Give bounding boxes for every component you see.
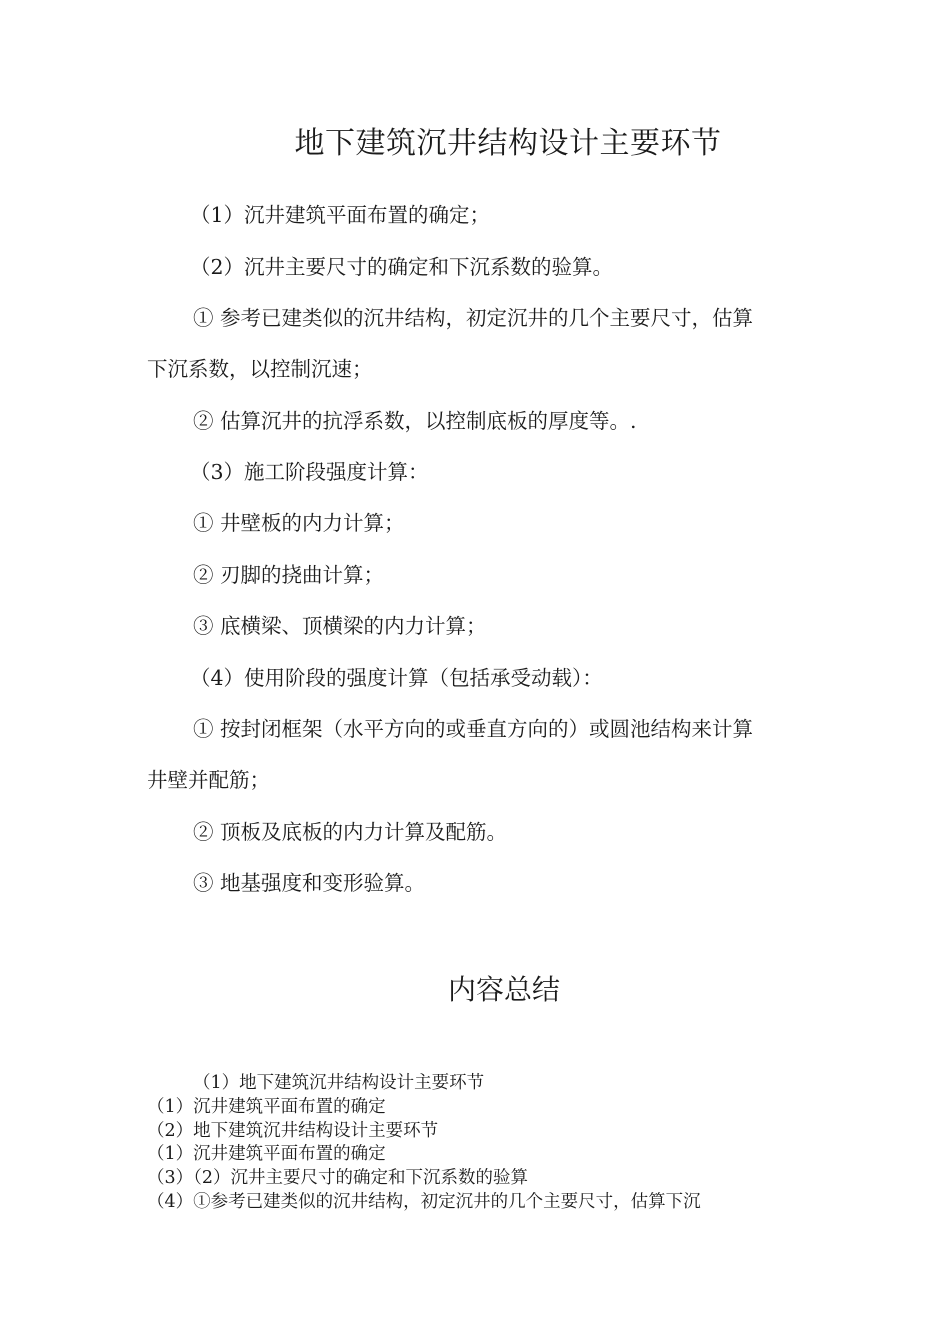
paragraph-11: ② 顶板及底板的内力计算及配筋。 — [193, 820, 508, 844]
paragraph-12: ③ 地基强度和变形验算。 — [193, 871, 426, 895]
paragraph-4: ② 估算沉井的抗浮系数，以控制底板的厚度等。. — [193, 409, 637, 433]
summary-line-1: （1）地下建筑沉井结构设计主要环节 — [193, 1073, 485, 1093]
summary-line-3: （2）地下建筑沉井结构设计主要环节 — [147, 1121, 439, 1141]
summary-line-5: （3）（2）沉井主要尺寸的确定和下沉系数的验算 — [147, 1168, 529, 1188]
paragraph-2: （2）沉井主要尺寸的确定和下沉系数的验算。 — [190, 255, 614, 279]
paragraph-10-continued: 井壁并配筋； — [147, 768, 270, 792]
summary-line-2: （1）沉井建筑平面布置的确定 — [147, 1097, 386, 1117]
paragraph-3-continued: 下沉系数，以控制沉速； — [147, 357, 373, 381]
paragraph-9: （4）使用阶段的强度计算（包括承受动载）： — [190, 666, 603, 690]
document-title: 地下建筑沉井结构设计主要环节 — [294, 126, 722, 161]
paragraph-10: ① 按封闭框架（水平方向的或垂直方向的）或圆池结构来计算 — [193, 717, 754, 741]
paragraph-5: （3）施工阶段强度计算： — [190, 460, 429, 484]
summary-title: 内容总结 — [447, 973, 560, 1006]
paragraph-6: ① 井壁板的内力计算； — [193, 511, 405, 535]
paragraph-8: ③ 底横梁、顶横梁的内力计算； — [193, 614, 487, 638]
paragraph-1: （1）沉井建筑平面布置的确定； — [190, 203, 491, 227]
summary-line-6: （4）①参考已建类似的沉井结构，初定沉井的几个主要尺寸，估算下沉 — [147, 1192, 701, 1212]
summary-line-4: （1）沉井建筑平面布置的确定 — [147, 1144, 386, 1164]
paragraph-7: ② 刃脚的挠曲计算； — [193, 563, 385, 587]
paragraph-3: ① 参考已建类似的沉井结构，初定沉井的几个主要尺寸，估算 — [193, 306, 754, 330]
